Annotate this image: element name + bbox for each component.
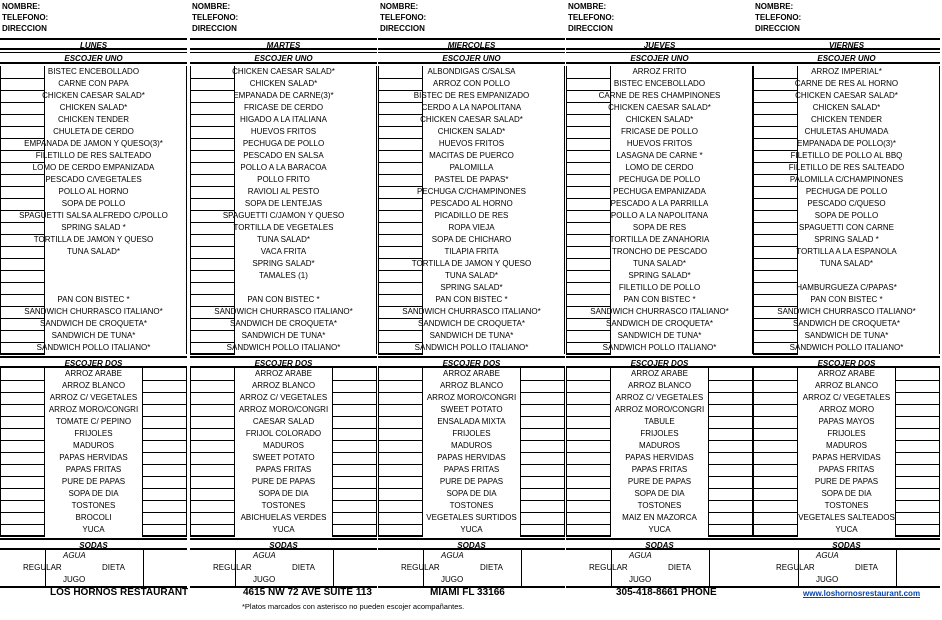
checkbox-line [378,536,423,537]
header-label-telefono[interactable]: TELEFONO: [568,13,615,22]
menu-item-label: SOPA DE POLLO [61,199,126,208]
checkbox-line [753,536,798,537]
escojer-dos-label: ESCOJER DOS [566,356,753,368]
side-item-label: ARROZ MORO/CONGRI [426,393,517,402]
side-item-label: ARROZ ARABE [255,369,312,378]
soda-option-regular[interactable]: REGULAR [776,563,815,572]
menu-item-label: CHICKEN SALAD* [625,115,694,124]
menu-item-label: PESCADO AL HORNO [430,199,513,208]
menu-item-label: SANDWICH CHURRASCO ITALIANO* [777,307,916,316]
menu-item-label: EMPANADA DE JAMON Y QUESO(3)* [24,139,163,148]
menu-item-label: MACITAS DE PUERCO [429,151,514,160]
menu-item-label: PAN CON BISTEC * [247,295,320,304]
side-item-label: ABICHUELAS VERDES [240,513,327,522]
side-item-label: TABULE [644,417,675,426]
menu-item-label: PAN CON BISTEC * [435,295,508,304]
menu-item-label: SANDWICH POLLO ITALIANO* [789,343,904,352]
header-label-direccion[interactable]: DIRECCION [192,24,237,33]
menu-item-label: SANDWICH POLLO ITALIANO* [226,343,341,352]
soda-option-agua[interactable]: AGUA [253,551,276,560]
soda-option-jugo[interactable]: JUGO [816,575,839,584]
day-column-jueves [566,0,753,586]
side-item-label: YUCA [82,525,105,534]
side-quantity-box-left[interactable] [190,368,235,536]
side-item-label: PAPAS HERVIDAS [625,453,694,462]
side-item-label: MADUROS [451,441,492,450]
menu-item-label: SANDWICH POLLO ITALIANO* [414,343,529,352]
restaurant-name: LOS HORNOS RESTAURANT [50,587,189,598]
quantity-box[interactable] [566,66,611,354]
column-bottom-border [753,586,940,588]
escojer-uno-label: ESCOJER UNO [566,52,753,64]
menu-item-label: FILETILLO DE RES SALTEADO [788,163,905,172]
menu-item-label: SANDWICH DE CROQUETA* [606,319,713,328]
side-item-label: VEGETALES SURTIDOS [426,513,517,522]
header-label-nombre[interactable]: NOMBRE: [568,2,607,11]
customer-header [568,1,751,34]
side-item-label: TOSTONES [637,501,682,510]
escojer-dos-label: ESCOJER DOS [0,356,187,368]
side-quantity-box-right[interactable] [708,368,753,536]
side-quantity-box-left[interactable] [378,368,423,536]
quantity-box[interactable] [190,66,235,354]
day-name: MARTES [190,38,377,50]
menu-item-label: HUEVOS FRITOS [438,139,505,148]
day-name: LUNES [0,38,187,50]
menu-item-label: SANDWICH DE CROQUETA* [40,319,147,328]
menu-item-label: POLLO A LA BARACOA [240,163,327,172]
menu-item-label: TRONCHO DE PESCADO [611,247,708,256]
soda-option-jugo[interactable]: JUGO [63,575,86,584]
menu-item-label: HUEVOS FRITOS [250,127,317,136]
checkbox-line [566,354,611,355]
menu-item-label: SANDWICH DE TUNA* [429,331,514,340]
menu-item-label: TORTILLA DE JAMON Y QUESO [33,235,154,244]
header-label-direccion[interactable]: DIRECCION [2,24,47,33]
menu-item-label: SPAGUETTI C/JAMON Y QUESO [222,211,345,220]
menu-item-label: TILAPIA FRITA [444,247,499,256]
side-quantity-box-right[interactable] [142,368,187,536]
menu-item-label: CHICKEN CAESAR SALAD* [420,115,523,124]
side-item-label: FRIJOLES [452,429,491,438]
menu-item-label: POLLO FRITO [257,175,310,184]
side-item-label: TOSTONES [449,501,494,510]
header-label-nombre[interactable]: NOMBRE: [192,2,231,11]
side-quantity-box-right[interactable] [895,368,940,536]
soda-option-jugo[interactable]: JUGO [253,575,276,584]
menu-item-label: PECHUGA DE POLLO [242,139,325,148]
menu-item-label: FILETILLO DE POLLO AL BBQ [790,151,903,160]
menu-item-label: SPRING SALAD* [440,283,503,292]
day-column-miercoles [378,0,565,586]
soda-option-jugo[interactable]: JUGO [441,575,464,584]
menu-item-label: POLLO A LA NAPOLITANA [610,211,709,220]
menu-item-label: CHICKEN TENDER [811,115,882,124]
menu-item-label: PECHUGA DE POLLO [618,175,701,184]
menu-item-label: LOMO DE CERDO [625,163,694,172]
menu-item-label: TORTILLA DE ZANAHORIA [609,235,710,244]
side-item-label: PURE DE PAPAS [439,477,504,486]
menu-item-label: SANDWICH DE TUNA* [51,331,136,340]
checkbox-line [190,536,235,537]
side-item-label: PAPAS FRITAS [65,465,122,474]
customer-header [2,1,185,34]
menu-item-label: SPRING SALAD* [252,259,315,268]
menu-item-label: FILETILLO DE POLLO [618,283,701,292]
menu-item-label: SANDWICH DE TUNA* [804,331,889,340]
escojer-dos-label: ESCOJER DOS [753,356,940,368]
column-right-border [939,66,940,354]
menu-item-label: HAMBURGUEZA C/PAPAS* [796,283,897,292]
soda-option-jugo[interactable]: JUGO [629,575,652,584]
menu-item-label: CHICKEN CAESAR SALAD* [42,91,145,100]
side-item-label: ARROZ BLANCO [814,381,879,390]
escojer-dos-label: ESCOJER DOS [190,356,377,368]
menu-item-label: SANDWICH DE CROQUETA* [793,319,900,328]
menu-item-label: SANDWICH DE TUNA* [617,331,702,340]
side-quantity-box-right[interactable] [520,368,565,536]
menu-item-label: SOPA DE CHICHARO [431,235,512,244]
customer-header [192,1,375,34]
menu-item-label: ALBONDIGAS C/SALSA [427,67,516,76]
side-item-label: CAESAR SALAD [252,417,315,426]
menu-item-label: BISTEC ENCEBOLLADO [613,79,706,88]
checkbox-line [190,354,235,355]
checkbox-line [753,354,798,355]
menu-item-label: PICADILLO DE RES [434,211,509,220]
menu-item-label: CHULETA DE CERDO [53,127,134,136]
sodas-label: SODAS [753,538,940,550]
restaurant-city: MIAMI FL 33166 [430,587,505,598]
escojer-uno-label: ESCOJER UNO [0,52,187,64]
menu-item-label: EMPANADA DE POLLO(3)* [797,139,896,148]
menu-item-label: SANDWICH DE CROQUETA* [230,319,337,328]
side-item-label: MADUROS [73,441,114,450]
menu-item-label: ROPA VIEJA [448,223,495,232]
menu-item-label: SOPA DE RES [632,223,687,232]
menu-item-label: SPRING SALAD* [628,271,691,280]
soda-option-regular[interactable]: REGULAR [213,563,252,572]
side-item-label: ARROZ C/ VEGETALES [802,393,891,402]
side-item-label: ARROZ MORO/CONGRI [614,405,705,414]
menu-item-label: RAVIOLI AL PESTO [247,187,320,196]
side-item-label: PAPAS HERVIDAS [812,453,881,462]
quantity-box[interactable] [0,66,45,354]
side-item-label: PAPAS MAYOS [818,417,875,426]
checkbox-line [708,536,753,537]
menu-item-label: CHICKEN SALAD* [59,103,128,112]
escojer-uno-label: ESCOJER UNO [378,52,565,64]
side-item-label: FRIJOLES [640,429,679,438]
side-item-label: ARROZ C/ VEGETALES [615,393,704,402]
menu-item-label: ARROZ FRITO [632,67,687,76]
header-label-nombre[interactable]: NOMBRE: [755,2,794,11]
menu-item-label: LOMO DE CERDO EMPANIZADA [32,163,155,172]
side-item-label: PAPAS HERVIDAS [437,453,506,462]
side-item-label: BROCOLI [75,513,112,522]
menu-item-label: TAMALES (1) [259,271,308,280]
menu-item-label: PESCADO EN SALSA [243,151,324,160]
menu-item-label: PAN CON BISTEC * [810,295,883,304]
checkbox-line [142,536,187,537]
side-item-label: SOPA DE DIA [634,489,685,498]
side-quantity-box-left[interactable] [753,368,798,536]
menu-item-label: PESCADO A LA PARRILLA [610,199,709,208]
menu-item-label: PECHUGA EMPANIZADA [613,187,706,196]
side-item-label: YUCA [460,525,483,534]
side-item-label: ARROZ C/ VEGETALES [49,393,138,402]
side-item-label: TOSTONES [261,501,306,510]
soda-option-dieta[interactable]: DIETA [292,563,315,572]
menu-item-label: CHICKEN SALAD* [812,103,881,112]
side-quantity-box-left[interactable] [0,368,45,536]
soda-option-agua[interactable]: AGUA [816,551,839,560]
side-item-label: ARROZ ARABE [65,369,122,378]
restaurant-address: 4615 NW 72 AVE SUITE 113 [243,587,372,598]
menu-item-label: SPRING SALAD * [61,223,126,232]
side-quantity-box-left[interactable] [566,368,611,536]
side-item-label: TOMATE C/ PEPINO [55,417,132,426]
side-item-label: PAPAS FRITAS [631,465,688,474]
header-label-direccion[interactable]: DIRECCION [755,24,800,33]
soda-option-agua[interactable]: AGUA [441,551,464,560]
menu-item-label: TUNA SALAD* [633,259,686,268]
menu-item-label: SANDWICH CHURRASCO ITALIANO* [590,307,729,316]
sodas-label: SODAS [378,538,565,550]
menu-item-label: CHICKEN SALAD* [437,127,506,136]
side-item-label: ARROZ ARABE [443,369,500,378]
side-item-label: MADUROS [826,441,867,450]
side-item-label: SOPA DE DIA [258,489,309,498]
escojer-dos-label: ESCOJER DOS [378,356,565,368]
menu-item-label: SANDWICH DE TUNA* [241,331,326,340]
menu-item-label: CHICKEN CAESAR SALAD* [795,91,898,100]
menu-item-label: EMPANADA DE CARNE(3)* [233,91,334,100]
menu-item-label: PECHUGA DE POLLO [805,187,888,196]
sodas-label: SODAS [566,538,753,550]
side-item-label: PURE DE PAPAS [627,477,692,486]
side-item-label: MADUROS [639,441,680,450]
day-column-viernes [753,0,940,586]
side-item-label: ARROZ BLANCO [251,381,316,390]
side-item-label: ARROZ MORO/CONGRI [48,405,139,414]
menu-item-label: TUNA SALAD* [67,247,120,256]
menu-item-label: TORTILLA DE JAMON Y QUESO [411,259,532,268]
menu-item-label: PAN CON BISTEC * [623,295,696,304]
menu-item-label: TUNA SALAD* [820,259,873,268]
menu-item-label: HIGADO A LA ITALIANA [240,115,327,124]
menu-item-label: LASAGNA DE CARNE * [616,151,703,160]
menu-item-label: PALOMILLA C/CHAMPINONES [789,175,904,184]
soda-option-dieta[interactable]: DIETA [480,563,503,572]
side-item-label: SOPA DE DIA [821,489,872,498]
checkbox-line [520,536,565,537]
soda-option-agua[interactable]: AGUA [629,551,652,560]
menu-item-label: FRICASE DE POLLO [621,127,698,136]
website-link[interactable]: www.loshornosrestaurant.com [803,589,921,598]
side-item-label: YUCA [272,525,295,534]
side-item-label: ENSALADA MIXTA [437,417,506,426]
side-item-label: YUCA [648,525,671,534]
header-label-nombre[interactable]: NOMBRE: [2,2,41,11]
menu-item-label: CARNE DE RES AL HORNO [794,79,899,88]
menu-item-label: SANDWICH POLLO ITALIANO* [602,343,717,352]
menu-item-label: SPAGUETTI CON CARNE [799,223,894,232]
customer-header [755,1,938,34]
customer-header [380,1,563,34]
menu-item-label: CHICKEN TENDER [58,115,129,124]
menu-item-label: ARROZ CON POLLO [433,79,510,88]
menu-item-label: FILETILLO DE RES SALTEADO [35,151,152,160]
menu-item-label: CARNE DE RES CHAMPINONES [598,91,721,100]
soda-option-dieta[interactable]: DIETA [668,563,691,572]
column-right-border [186,66,187,354]
menu-item-label: CHICKEN CAESAR SALAD* [232,67,335,76]
side-quantity-box-right[interactable] [332,368,377,536]
escojer-uno-label: ESCOJER UNO [190,52,377,64]
side-item-label: MAIZ EN MAZORCA [622,513,697,522]
menu-item-label: PECHUGA C/CHAMPINONES [417,187,526,196]
side-item-label: ARROZ BLANCO [627,381,692,390]
side-item-label: PURE DE PAPAS [814,477,879,486]
side-item-label: FRIJOL COLORADO [245,429,322,438]
menu-item-label: CHICKEN SALAD* [249,79,318,88]
menu-item-label: CERDO A LA NAPOLITANA [421,103,522,112]
header-label-telefono[interactable]: TELEFONO: [2,13,49,22]
column-right-border [564,66,565,354]
day-name: MIERCOLES [378,38,565,50]
sodas-label: SODAS [0,538,187,550]
side-item-label: SWEET POTATO [252,453,315,462]
menu-item-label: BISTEC ENCEBOLLADO [47,67,140,76]
side-item-label: ARROZ BLANCO [439,381,504,390]
menu-item-label: CHICKEN CAESAR SALAD* [608,103,711,112]
menu-item-label: PASTEL DE PAPAS* [434,175,509,184]
soda-option-agua[interactable]: AGUA [63,551,86,560]
side-item-label: FRIJOLES [827,429,866,438]
menu-item-label: HUEVOS FRITOS [626,139,693,148]
side-item-label: TOSTONES [71,501,116,510]
menu-item-label: BISTEC DE RES EMPANIZADO [413,91,530,100]
side-item-label: ARROZ MORO/CONGRI [238,405,329,414]
side-item-label: PAPAS HERVIDAS [59,453,128,462]
day-name: VIERNES [753,38,940,50]
asterisk-note: *Platos marcados con asterisco no pueden escojer acompañantes. [242,602,465,611]
side-item-label: PAPAS FRITAS [443,465,500,474]
checkbox-line [895,536,940,537]
menu-item-label: FRICASE DE CERDO [243,103,324,112]
soda-option-dieta[interactable]: DIETA [102,563,125,572]
menu-item-label: ARROZ IMPERIAL* [811,67,882,76]
column-right-border [376,66,377,354]
quantity-box[interactable] [753,66,798,354]
header-label-telefono[interactable]: TELEFONO: [192,13,239,22]
checkbox-line [0,536,45,537]
soda-option-dieta[interactable]: DIETA [855,563,878,572]
side-item-label: ARROZ ARABE [818,369,875,378]
escojer-uno-label: ESCOJER UNO [753,52,940,64]
menu-item-label: SANDWICH CHURRASCO ITALIANO* [214,307,353,316]
side-item-label: ARROZ C/ VEGETALES [239,393,328,402]
checkbox-line [378,354,423,355]
side-item-label: ARROZ BLANCO [61,381,126,390]
soda-option-regular[interactable]: REGULAR [589,563,628,572]
menu-item-label: PAN CON BISTEC * [57,295,130,304]
menu-item-label: PALOMILLA [449,163,494,172]
checkbox-line [0,354,45,355]
menu-item-label: VACA FRITA [260,247,307,256]
day-column-martes [190,0,377,586]
menu-item-label: SOPA DE POLLO [814,211,879,220]
day-column-lunes [0,0,187,586]
menu-item-label: SPRING SALAD * [814,235,879,244]
side-item-label: PAPAS FRITAS [818,465,875,474]
side-item-label: SWEET POTATO [440,405,503,414]
menu-item-label: CHULETAS AHUMADA [804,127,889,136]
menu-item-label: SANDWICH DE CROQUETA* [418,319,525,328]
side-item-label: SOPA DE DIA [446,489,497,498]
checkbox-line [332,536,377,537]
day-name: JUEVES [566,38,753,50]
header-label-direccion[interactable]: DIRECCION [568,24,613,33]
header-label-telefono[interactable]: TELEFONO: [755,13,802,22]
soda-option-regular[interactable]: REGULAR [401,563,440,572]
menu-item-label: PESCADO C/VEGETALES [45,175,142,184]
header-label-direccion[interactable]: DIRECCION [380,24,425,33]
menu-item-label: PESCADO C/QUESO [807,199,886,208]
menu-item-label: SANDWICH CHURRASCO ITALIANO* [402,307,541,316]
side-item-label: YUCA [835,525,858,534]
header-label-nombre[interactable]: NOMBRE: [380,2,419,11]
menu-item-label: SANDWICH POLLO ITALIANO* [36,343,151,352]
side-item-label: ARROZ ARABE [631,369,688,378]
menu-item-label: TORTILLA DE VEGETALES [233,223,334,232]
menu-item-label: POLLO AL HORNO [58,187,129,196]
soda-option-regular[interactable]: REGULAR [23,563,62,572]
side-item-label: ARROZ MORO [818,405,875,414]
menu-item-label: TORTILLA A LA ESPANOLA [796,247,897,256]
menu-item-label: TUNA SALAD* [445,271,498,280]
side-item-label: FRIJOLES [74,429,113,438]
side-item-label: PURE DE PAPAS [251,477,316,486]
side-item-label: SOPA DE DIA [68,489,119,498]
side-item-label: TOSTONES [824,501,869,510]
side-item-label: PAPAS FRITAS [255,465,312,474]
checkbox-line [566,536,611,537]
quantity-box[interactable] [378,66,423,354]
side-item-label: MADUROS [263,441,304,450]
restaurant-phone: 305-418-8661 PHONE [616,587,717,598]
side-item-label: VEGETALES SALTEADOS [798,513,895,522]
side-item-label: PURE DE PAPAS [61,477,126,486]
menu-item-label: SANDWICH CHURRASCO ITALIANO* [24,307,163,316]
menu-item-label: SPAGUETTI SALSA ALFREDO C/POLLO [19,211,168,220]
header-label-telefono[interactable]: TELEFONO: [380,13,427,22]
menu-item-label: CARNE CON PAPA [58,79,129,88]
menu-item-label: SOPA DE LENTEJAS [244,199,323,208]
menu-item-label: TUNA SALAD* [257,235,310,244]
sodas-label: SODAS [190,538,377,550]
